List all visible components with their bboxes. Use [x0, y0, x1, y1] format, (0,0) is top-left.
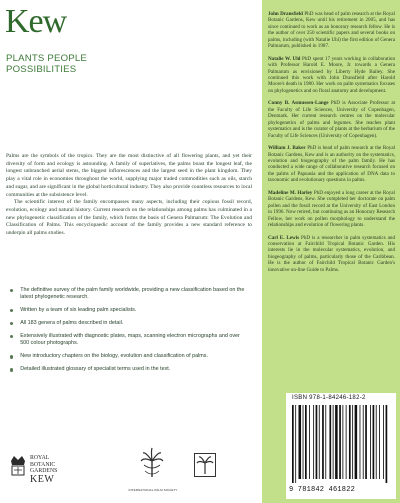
- palm-society-logo: INTERNATIONAL PALM SOCIETY: [118, 445, 188, 497]
- list-item: All 183 genera of palms described in detail.: [10, 320, 250, 327]
- barcode-bar: [363, 405, 364, 479]
- bullet-icon: [10, 289, 13, 292]
- kew-logo: Kew: [5, 3, 67, 40]
- list-item: New introductory chapters on the biology, evolution and classification of palms.: [10, 353, 250, 360]
- tagline-line: PLANTS PEOPLE: [6, 53, 87, 64]
- author-bio: John Dransfield PhD was head of palm research at the Royal Botanic Gardens, Kew until his retirement in 2005, and has since continued to work as an honorary research fellow. He is the author of over 250 scientific papers and several books on palms, including (with Natalie Uhl) the first edition of Genera Palmarum, published in 1987.: [268, 11, 395, 50]
- palm-society-emblem-icon: [140, 447, 164, 479]
- isbn-digits: 9 781842 461822: [289, 486, 356, 494]
- barcode-bar: [316, 405, 318, 479]
- tagline: [6, 53, 126, 75]
- barcode-bar: [292, 405, 294, 483]
- barcode-bar: [322, 405, 324, 479]
- blurb: [6, 153, 252, 238]
- barcode-bar: [355, 405, 358, 479]
- author-bio: Madeline M. Harley PhD enjoyed a long career at the Royal Botanic Gardens, Kew. She completed her doctorate on palm pollen and the fossil record at the University of East London in 1996. Now retired, but continuing as an Honorary Research Fellow, her work on pollen morphology to understand the relationships and evolution of flowering plants.: [268, 189, 395, 228]
- barcode-bar: [339, 405, 341, 479]
- bullet-icon: [10, 368, 13, 371]
- barcode-bars: [292, 405, 388, 483]
- crown-icon: [8, 453, 28, 477]
- barcode-bar: [325, 405, 326, 479]
- fairchild-garden-logo-icon: [194, 453, 216, 477]
- blurb-paragraph: The scientific interest of the family encompasses many aspects, including their copious fossil record, evolution, ecology and natural history. Current research on the relationships among palms has culminated in a new phylogenetic classification of the family, which forms the basis of Genera Palmarum: The Evolution and Classification of Palms. This encyclopaedic account of the family provides a new standard reference to underpin all palms studies.: [6, 199, 252, 237]
- isbn-barcode: [286, 393, 396, 499]
- barcode-bar: [319, 405, 320, 479]
- barcode-bar: [386, 405, 388, 483]
- bullet-icon: [10, 309, 13, 312]
- barcode-bar: [309, 405, 310, 479]
- list-item: Extensively illustrated with diagnostic plates, maps, scanning electron micrographs and over 500 colour photographs.: [10, 333, 250, 347]
- barcode-bar: [349, 405, 351, 479]
- bullet-icon: [10, 335, 13, 338]
- barcode-bar: [303, 405, 304, 479]
- author-bio: Conny B. Asmussen-Lange PhD is Associate Professor at the Faculty of Life Sciences, University of Copenhagen, Denmark. Her current research centres on the molecular phylogenetics of palms and legumes. She teaches plant systematics and is the curator of plants at the herbarium of the Faculty of Life Sciences (University of Copenhagen).: [268, 100, 396, 139]
- barcode-bar: [365, 405, 367, 479]
- list-item: Written by a team of six leading palm specialists.: [10, 307, 250, 314]
- barcode-bar: [379, 405, 380, 479]
- barcode-bar: [346, 405, 347, 479]
- list-item: Detailed illustrated glossary of specialist terms used in the text.: [10, 366, 250, 373]
- author-bio: William J. Baker PhD is head of palm research at the Royal Botanic Gardens, Kew and is an authority on the systematics, evolution and biogeography of the palm family. He has conducted a wide range of collaborative research focused on the palms of Papuasia and the application of DNA data to taxonomic and evolutionary questions in palms.: [268, 145, 396, 184]
- barcode-bar: [376, 405, 377, 479]
- bullet-icon: [10, 322, 13, 325]
- barcode-bar: [299, 405, 302, 479]
- barcode-bar: [342, 405, 343, 479]
- blurb-paragraph: Palms are the symbols of the tropics. They are the most distinctive of all flowering plants, and yet their diversity of form and ecology is astounding. A family of superlatives, the palms boast the longest leaf, the longest unbranched aerial stems, the biggest inflorescences and the largest seed in the plant kingdom. They play a vital role in economies throughout the world, supplying major traded commodities such as oils, starch and sugar, and are significant in the global horticultural industry. They also provide countless resources to local communities at the subsistence level.: [6, 153, 252, 198]
- publisher-logos: ROYAL BOTANIC GARDENS KEW INTERNATIONAL PALM SOCIETY: [0, 445, 258, 500]
- isbn-label: ISBN 978-1-84246-182-2: [292, 395, 366, 401]
- barcode-bar: [370, 405, 371, 479]
- barcode-bar: [305, 405, 307, 479]
- tagline-line: POSSIBILITIES: [6, 64, 77, 75]
- author-bio: Carl E. Lewis PhD is a researcher in palm systematics and conservation at Fairchild Tropical Botanic Garden. His interests lie in the molecular systematics, evolution, and biogeography of palms, particularly those of the Caribbean. He is the author of Fairchild Tropical Botanic Garden's innovative on-line Guide to Palms.: [268, 234, 395, 273]
- author-bio: Natalie W. Uhl PhD spent 17 years working in collaboration with Professor Harold E. Moore, Jr. towards a Genera Palmarum as envisioned by Liberty Hyde Bailey. She continued this work with John Dransfield after Harold Moore's death in 1980. Her work on palm systematics focuses on phylogenetics and on floral anatomy and development.: [268, 55, 395, 94]
- author-bios: [268, 11, 395, 279]
- list-item: The definitive survey of the palm family worldwide, providing a new classification based on the latest phylogenetic research.: [10, 287, 250, 301]
- barcode-bar: [295, 405, 296, 483]
- barcode-bar: [373, 405, 375, 479]
- barcode-bar: [360, 405, 361, 479]
- barcode-bar: [383, 405, 384, 479]
- barcode-bar: [335, 405, 338, 479]
- bullet-icon: [10, 355, 13, 358]
- barcode-bar: [313, 405, 314, 479]
- barcode-bar: [333, 405, 334, 479]
- barcode-bar: [352, 405, 353, 479]
- barcode-bar: [329, 405, 331, 479]
- feature-list: [10, 287, 250, 379]
